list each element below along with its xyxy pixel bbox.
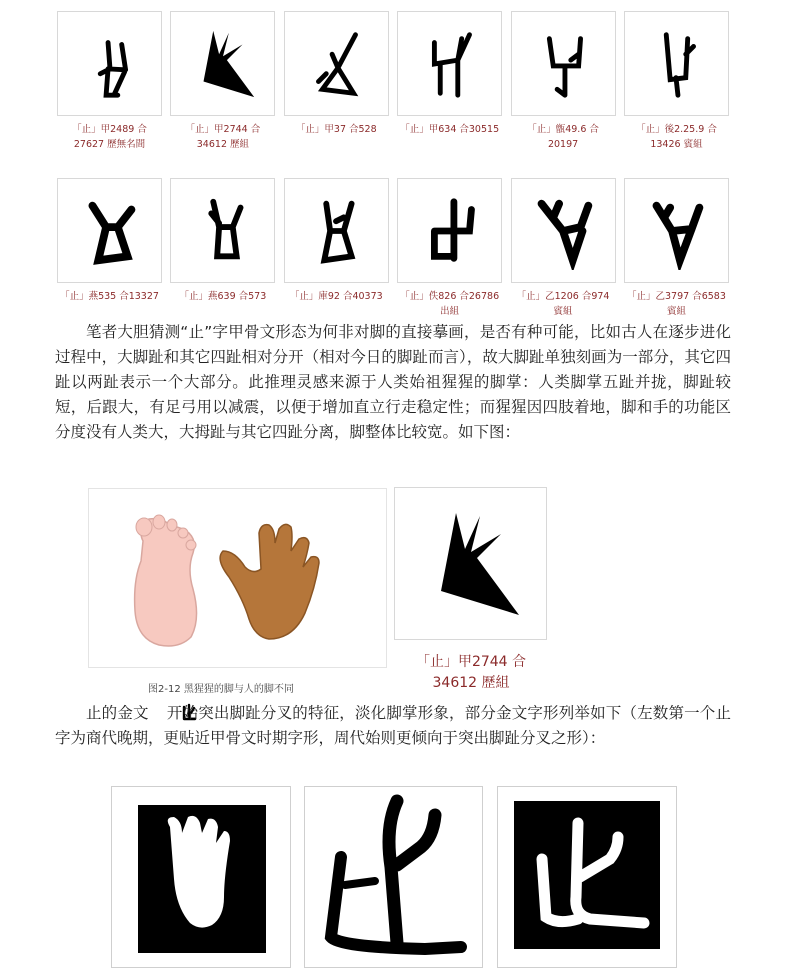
oracle-glyph-icon [397, 11, 502, 116]
glyph-caption: 「止」甑49.6 合20197 [527, 124, 599, 150]
oracle-glyph-icon [397, 178, 502, 283]
glyph-caption: 「止」乙3797 合6583 賓組 [627, 291, 726, 317]
glyph-card [284, 178, 389, 319]
figure-caption: 图2-12 黑猩猩的脚与人的脚不同 [148, 684, 294, 695]
paragraph-bronze-rest: 开始突出脚趾分叉的特征，淡化脚掌形象，部分金文字形列举如下（左数第一个止字为商代晚期，更贴近甲骨文时期字形，周代始则更倾向于突出脚趾分叉之形）： [55, 704, 731, 747]
foot-illustration-icon [89, 489, 386, 667]
bronze-glyph-icon [305, 787, 482, 967]
glyph-caption: 「止」燕535 合13327 [60, 291, 159, 302]
oracle-glyph-icon [624, 11, 729, 116]
glyph-card [57, 11, 162, 152]
glyph-card [170, 178, 275, 319]
oracle-glyph-row-2 [57, 178, 729, 319]
human-foot-icon [135, 515, 197, 646]
oracle-glyph-icon [284, 178, 389, 283]
bronze-glyph-icon [112, 787, 290, 967]
oracle-glyph-row-1 [57, 11, 729, 152]
glyph-card [624, 11, 729, 152]
bronze-glyph-2 [304, 786, 483, 968]
oracle-glyph-icon [511, 11, 616, 116]
glyph-caption: 「止」佚826 合26786 出組 [400, 291, 500, 317]
glyph-caption: 「止」後2.25.9 合13426 賓組 [636, 124, 717, 150]
oracle-glyph-icon [284, 11, 389, 116]
bronze-glyph-3 [497, 786, 677, 968]
glyph-card [624, 178, 729, 319]
glyph-card [511, 11, 616, 152]
bronze-glyph-1 [111, 786, 291, 968]
chimp-foot-icon [220, 524, 319, 639]
oracle-glyph-icon [57, 11, 162, 116]
paragraph-hypothesis: 笔者大胆猜测“止”字甲骨文形态为何非对脚的直接摹画，是否有种可能，比如古人在逐步进化过程中，大脚趾和其它四趾相对分开（相对今日的脚趾而言），故大脚趾单独刻画为一部分，其它四趾以两趾表示一个大部分。此推理灵感来源于人类始祖猩猩的脚掌：人类脚掌五趾并拢，脚趾较短，后跟大，有足弓用以减震，以便于增加直立行走稳定性；而猩猩因四肢着地，脚和手的功能区分度没有人类大，大拇趾与其它四趾分离，脚整体比较宽。如下图： [55, 323, 731, 441]
glyph-caption: 「止」甲2744 合34612 歷組 [185, 124, 261, 150]
bronze-glyph-icon [498, 787, 676, 967]
oracle-glyph-icon [511, 178, 616, 283]
oracle-glyph-icon [57, 178, 162, 283]
inline-bronze-glyph-icon [150, 703, 166, 721]
glyph-card [284, 11, 389, 152]
oracle-glyph-icon [170, 178, 275, 283]
glyph-caption: 「止」庫92 合40373 [289, 291, 383, 302]
paragraph-bronze [55, 701, 731, 751]
glyph-caption: 「止」甲37 合528 [295, 124, 377, 135]
glyph-caption: 「止」乙1206 合974 賓組 [516, 291, 610, 317]
glyph-caption: 「止」甲634 合30515 [400, 124, 500, 135]
glyph-card [170, 11, 275, 152]
glyph-caption: 「止」甲2489 合27627 歷無名間 [72, 124, 147, 150]
oracle-glyph-icon [411, 504, 531, 624]
glyph-caption: 「止」燕639 合573 [179, 291, 267, 302]
paragraph-bronze-start: 止的金文 [86, 704, 149, 722]
oracle-glyph-icon [170, 11, 275, 116]
foot-comparison-figure [88, 488, 387, 668]
big-glyph-caption: 「止」甲2744 合34612 歷組 [415, 654, 527, 691]
glyph-card [397, 11, 502, 152]
oracle-glyph-icon [624, 178, 729, 283]
glyph-card [397, 178, 502, 319]
glyph-card [57, 178, 162, 319]
glyph-card [511, 178, 616, 319]
big-glyph-box [394, 487, 547, 640]
